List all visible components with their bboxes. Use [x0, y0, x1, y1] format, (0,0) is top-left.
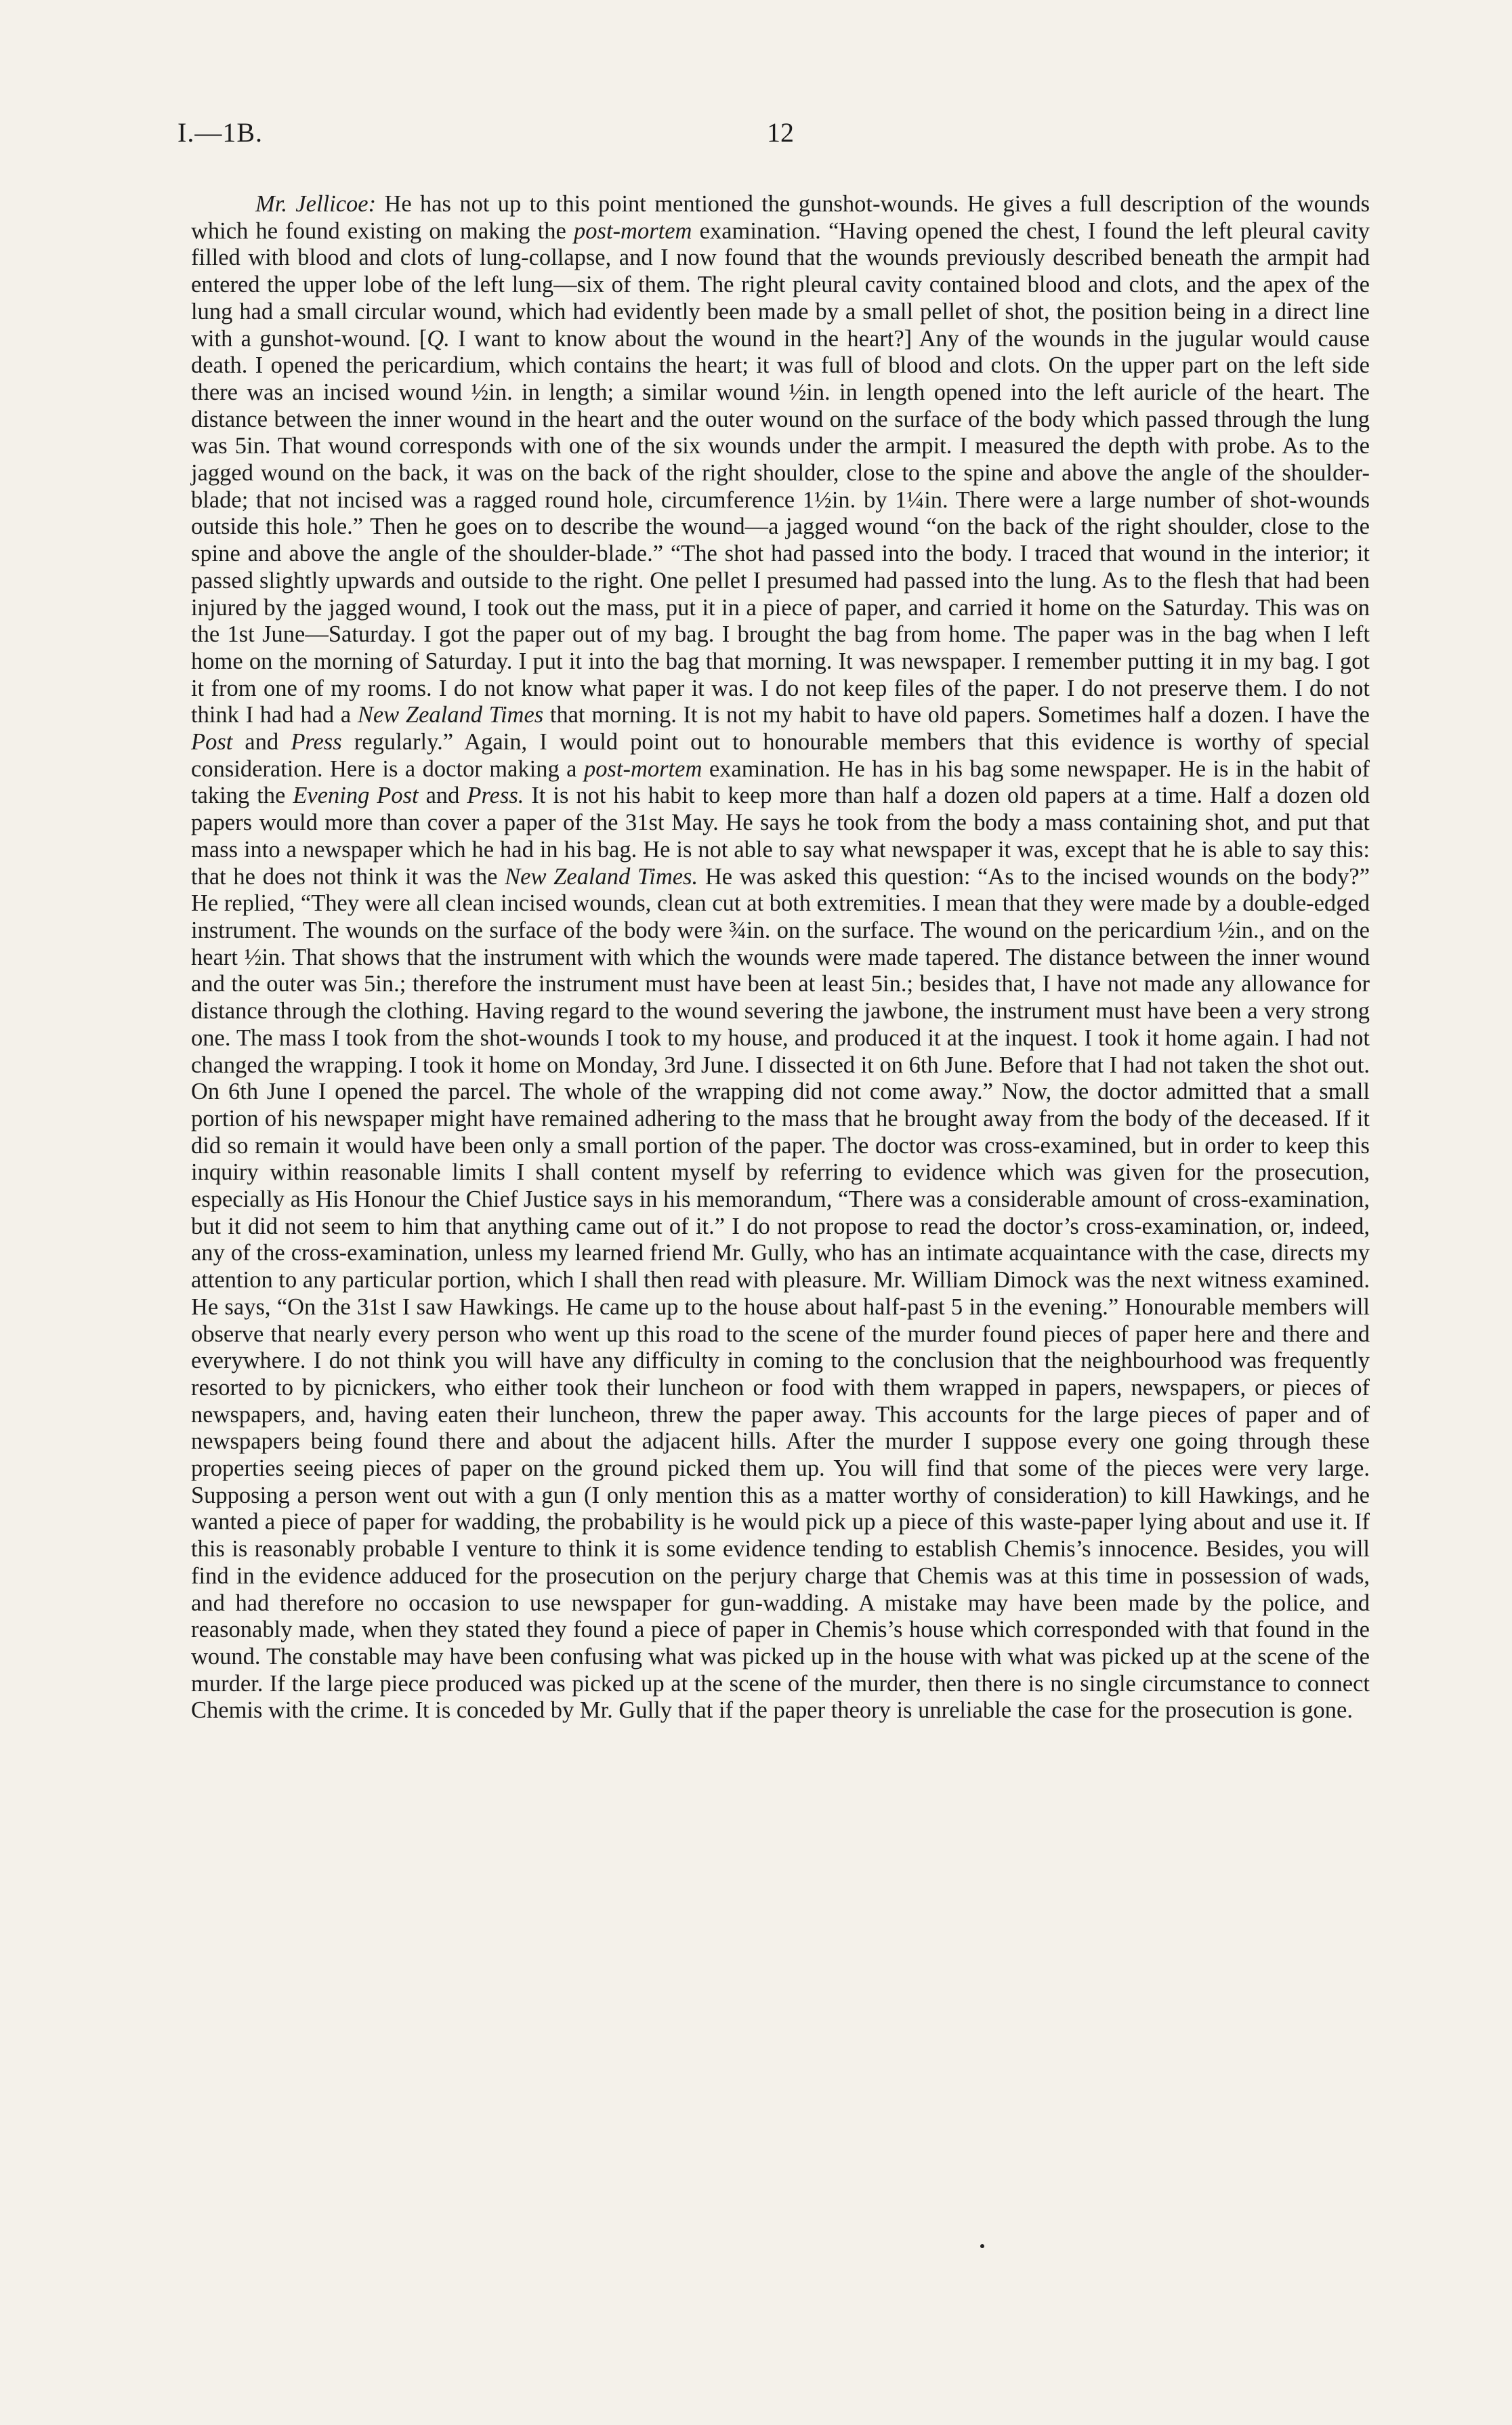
text-run: He has not up to this point mentioned the gunshot-wounds. He gives a full description of the wounds which he found existing on making the	[191, 191, 1370, 244]
text-run: and	[418, 783, 467, 809]
italic-run: post-mortem	[583, 755, 702, 782]
document-reference: I.—1B.	[177, 117, 263, 148]
italic-run: Q.	[427, 325, 450, 352]
italic-run: Evening Post	[293, 783, 419, 809]
italic-run: Post	[191, 729, 233, 755]
text-run: examination. “Having opened the chest, I found the left pleural cavity filled with blood and clots of lung-collapse, and I now found that the wounds previously described beneath the armpit had entered the upper lobe of the left lung—six of them. The right pleural cavity contained blood and clots, and the apex of the lung had a small circular wound, which had evidently been made by a small pellet of shot, the position being in a direct line with a gunshot-wound. [	[191, 217, 1370, 352]
text-run: and	[232, 729, 291, 755]
text-run: He was asked this question: “As to the incised wounds on the body?” He replied, “They were all clean incised wounds, clean cut at both extremities. I mean that they were made by a double-edged instrument. The wounds on the surface of the body were ¾in. on the surface. The wound on the pericardium ½in., and on the heart ½in. That shows that the instrument with which the wounds were made tapered. The distance between the inner wound and the outer was 5in.; therefore the instrument must have been at least 5in.; besides that, I have not made any allowance for distance through the clothing. Having regard to the wound severing the jawbone, the instrument must have been a very strong one. The mass I took from the shot-wounds I took to my house, and produced it at the inquest. I took it home again. I had not changed the wrapping. I took it home on Monday, 3rd June. I dissected it on 6th June. Before that I had not taken the shot out. On 6th June I opened the parcel. The whole of the wrapping did not come away.” Now, the doctor admitted that a small portion of his newspaper might have remained adhering to the mass that he brought away from the body of the deceased. If it did so remain it would have been only a small portion of the paper. The doctor was cross-examined, but in order to keep this inquiry within reasonable limits I shall content myself by referring to evidence which was given for the prosecution, especially as His Honour the Chief Justice says in his memorandum, “There was a considerable amount of cross-examination, but it did not seem to him that anything came out of it.” I do not propose to read the doctor’s cross-examination, or, indeed, any of the cross-examination, unless my learned friend Mr. Gully, who has an intimate acquaintance with the case, directs my attention to any particular portion, which I shall then read with pleasure. Mr. William Dimock was the next witness examined. He says, “On the 31st I saw Hawkings. He came up to the house about half-past 5 in the evening.” Honourable members will observe that nearly every person who went up this road to the scene of the murder found pieces of paper here and there and everywhere. I do not think you will have any difficulty in coming to the conclusion that the neighbourhood was frequently resorted to by picnickers, who either took their luncheon or food with them wrapped in papers, newspapers, or pieces of newspapers, and, having eaten their luncheon, threw the paper away. This accounts for the large pieces of paper and of newspapers being found there and about the adjacent hills. After the murder I suppose every one going through these properties seeing pieces of paper on the ground picked them up. You will find that some of the pieces were very large. Supposing a person went out with a gun (I only mention this as a matter worthy of consideration) to kill Hawkings, and he wanted a piece of paper for wadding, the probability is he would pick up a piece of this waste-paper lying about and use it. If this is reasonably probable I venture to think it is some evidence tending to establish Chemis’s innocence. Besides, you will find in the evidence adduced for the prosecution on the perjury charge that Chemis was at this time in possession of wads, and had therefore no occasion to use newspaper for gun-wadding. A mistake may have been made by the police, and reasonably made, when they stated they found a piece of paper in Chemis’s house which corresponded with that found in the wound. The constable may have been confusing what was picked up in the house with what was picked up at the scene of the murder. If the large piece produced was picked up at the scene of the murder, then there is no single circumstance to connect Chemis with the crime. It is conceded by Mr. Gully that if the paper theory is unreliable the case for the prosecution is gone.	[191, 863, 1370, 1724]
text-run: regularly.” Again, I would point out to honourable members that this evidence is worthy of special consideration. Here is a doctor making a	[191, 729, 1370, 782]
italic-run: New Zealand Times.	[505, 863, 698, 890]
text-run: that morning. It is not my habit to have old papers. Sometimes half a dozen. I have the	[543, 702, 1370, 728]
italic-run: New Zealand Times	[357, 702, 544, 728]
text-run: I want to know about the wound in the heart?] Any of the wounds in the jugular would cause death. I opened the pericardium, which contains the heart; it was full of blood and clots. On the upper part on the left side there was an incised wound ½in. in length; a similar wound ½in. in length opened into the left auricle of the heart. The distance between the inner wound in the heart and the outer wound on the surface of the body which passed through the lung was 5in. That wound corresponds with one of the six wounds under the armpit. I measured the depth with probe. As to the jagged wound on the back, it was on the back of the right shoulder, close to the spine and above the angle of the shoulder-blade; that not incised was a ragged round hole, circumference 1½in. by 1¼in. There were a large number of shot-wounds outside this hole.” Then he goes on to describe the wound—a jagged wound “on the back of the right shoulder, close to the spine and above the angle of the shoulder-blade.” “The shot had passed into the body. I traced that wound in the interior; it passed slightly upwards and outside to the right. One pellet I presumed had passed into the lung. As to the flesh that had been injured by the jagged wound, I took out the mass, put it in a piece of paper, and carried it home on the Saturday. This was on the 1st June—Saturday. I got the paper out of my bag. I brought the bag from home. The paper was in the bag when I left home on the morning of Saturday. I put it into the bag that morning. It was newspaper. I remember putting it in my bag. I got it from one of my rooms. I do not know what paper it was. I do not keep files of the paper. I do not preserve them. I do not think I had had a	[191, 325, 1370, 728]
page-number: 12	[767, 117, 794, 148]
text-run: examination. He has in his bag some newspaper. He is in the habit of taking the	[191, 755, 1370, 809]
page-header	[177, 117, 1370, 157]
body-paragraph	[191, 191, 1370, 1724]
italic-run: post-mortem	[574, 217, 692, 244]
italic-run: Press.	[467, 783, 524, 809]
text-run: It is not his habit to keep more than half a dozen old papers at a time. Half a dozen old papers would more than cover a paper of the 31st May. He says he took from the body a mass containing shot, and put that mass into a newspaper which he had in his bag. He is not able to say what newspaper it was, except that he is able to say this: that he does not think it was the	[191, 783, 1370, 890]
speaker-name: Mr. Jellicoe:	[255, 191, 377, 217]
ink-speck	[980, 2244, 984, 2248]
italic-run: Press	[291, 729, 342, 755]
